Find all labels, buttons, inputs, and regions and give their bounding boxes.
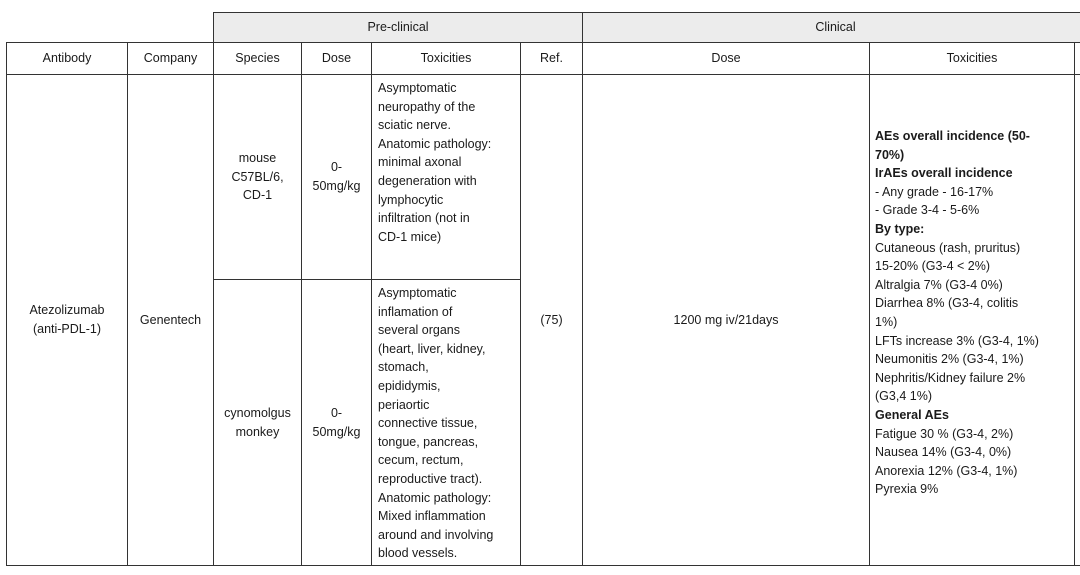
ref-cell: (75): [521, 75, 583, 566]
toxicities-header: Toxicities: [372, 43, 521, 75]
toxicity-table: [6, 12, 1080, 566]
clinical-dose-cell: 1200 mg iv/21days: [583, 75, 870, 566]
clinical-dose-header: Dose: [583, 43, 870, 75]
preclinical-group-header: Pre-clinical: [214, 13, 583, 43]
toxicities-cell: Asymptomatic neuropathy of the sciatic nerve. Anatomic pathology: minimal axonal degeneration with lymphocytic infiltration (not in CD-1 mice): [372, 75, 521, 280]
dose-header: Dose: [302, 43, 372, 75]
clinical-toxicities-header: Toxicities: [870, 43, 1075, 75]
company-header: Company: [128, 43, 214, 75]
blank-corner-cell: [7, 13, 214, 43]
clinical-group-header: Clinical: [583, 13, 1080, 43]
species-cell: mouse C57BL/6, CD-1: [214, 75, 302, 280]
species-header: Species: [214, 43, 302, 75]
company-cell: Genentech: [128, 75, 214, 566]
column-header-row: [7, 43, 1080, 75]
toxicities-cell: Asymptomatic inflamation of several organs (heart, liver, kidney, stomach, epididymis, periaortic connective tissue, tongue, pancreas, cecum, rectum, reproductive tract). Anatomic pathology: Mixed inflammation around and involving blood vessels.: [372, 280, 521, 566]
table-row: [7, 75, 1080, 280]
species-cell: cynomolgus monkey: [214, 280, 302, 566]
edge-cell: [1075, 43, 1080, 75]
dose-cell: 0- 50mg/kg: [302, 280, 372, 566]
group-header-row: [7, 13, 1080, 43]
clinical-toxicities-cell: AEs overall incidence (50- 70%) IrAEs overall incidence - Any grade - 16-17% - Grade 3-4 - 5-6% By type: Cutaneous (rash, pruritus) 15-20% (G3-4 < 2%) Altralgia 7% (G3-4 0%) Diarrhea 8% (G3-4, colitis 1%) LFTs increase 3% (G3-4, 1%) Neumonitis 2% (G3-4, 1%) Nephritis/Kidney failure 2% (G3,4 1%) General AEs Fatigue 30 % (G3-4, 2%) Nausea 14% (G3-4, 0%) Anorexia 12% (G3-4, 1%) Pyrexia 9%: [870, 75, 1075, 566]
edge-cell: [1075, 75, 1080, 566]
ref-header: Ref.: [521, 43, 583, 75]
antibody-header: Antibody: [7, 43, 128, 75]
dose-cell: 0- 50mg/kg: [302, 75, 372, 280]
antibody-cell: Atezolizumab (anti-PDL-1): [7, 75, 128, 566]
